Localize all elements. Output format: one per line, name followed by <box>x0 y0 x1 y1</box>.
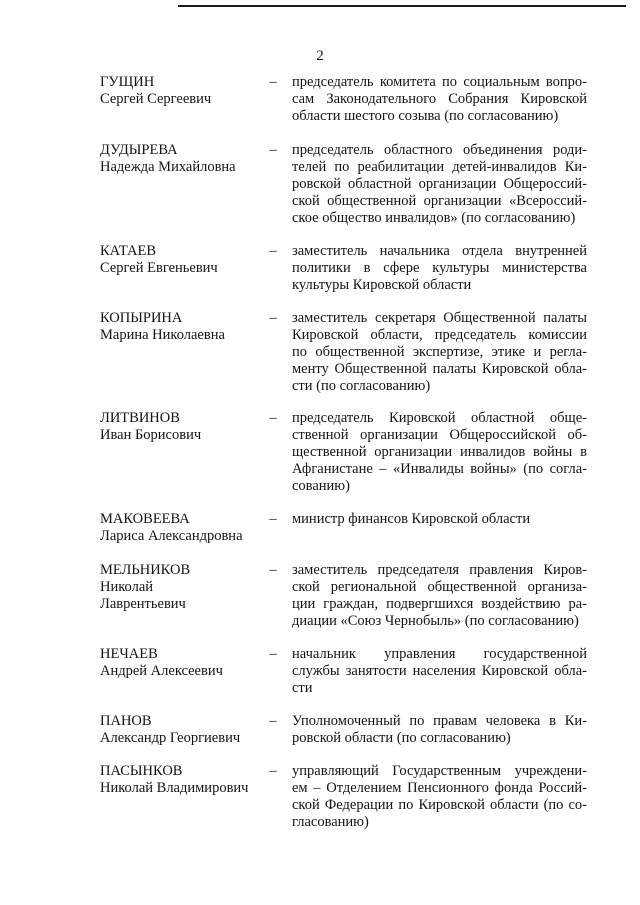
position-line: заместитель секретаря Общественной палаты <box>292 310 587 326</box>
member-name <box>100 763 270 797</box>
member-position <box>292 74 587 125</box>
position-line: Уполномоченный по правам человека в Ки- <box>292 713 587 729</box>
position-line: председатель комитета по социальным вопро- <box>292 74 587 90</box>
member-surname: МЕЛЬНИКОВ <box>100 562 191 578</box>
member-position <box>292 142 587 227</box>
position-line: щественной организации инвалидов войны в <box>292 444 587 460</box>
member-position <box>292 410 587 495</box>
position-line: ственной организации Общероссийской об- <box>292 427 587 443</box>
member-surname: МАКОВЕЕВА <box>100 511 190 527</box>
member-given-name: Марина Николаевна <box>100 327 225 343</box>
position-line: заместитель председателя правления Киров- <box>292 562 587 578</box>
member-given-name: Надежда Михайловна <box>100 159 236 175</box>
member-position <box>292 243 587 294</box>
position-line: сованию) <box>292 478 350 494</box>
member-name <box>100 74 270 108</box>
member-given-name: Андрей Алексеевич <box>100 663 223 679</box>
position-line: области шестого созыва (по согласованию) <box>292 108 559 124</box>
separator-dash: – <box>269 243 277 259</box>
member-position <box>292 310 587 395</box>
member-given-name: Александр Георгиевич <box>100 730 241 746</box>
separator-dash: – <box>269 646 277 662</box>
member-surname: КОПЫРИНА <box>100 310 183 326</box>
member-surname: ДУДЫРЕВА <box>100 142 178 158</box>
position-line: диации «Союз Чернобыль» (по согласованию) <box>292 613 579 629</box>
position-line: по общественной экспертизе, этике и регла- <box>292 344 587 360</box>
separator-dash: – <box>269 511 277 527</box>
position-line: сам Законодательного Собрания Кировской <box>292 91 587 107</box>
member-position <box>292 713 587 747</box>
position-line: управляющий Государственным учреждени- <box>292 763 587 779</box>
member-patronymic: Лаврентьевич <box>100 596 186 612</box>
position-line: Кировской области, председатель комиссии <box>292 327 587 343</box>
member-name <box>100 142 270 176</box>
member-position <box>292 562 587 630</box>
member-position <box>292 511 587 528</box>
member-given-name: Николай <box>100 579 154 595</box>
position-line: председатель областного объединения роди- <box>292 142 587 158</box>
member-surname: КАТАЕВ <box>100 243 157 259</box>
member-name <box>100 410 270 444</box>
member-position <box>292 646 587 697</box>
member-given-name: Иван Борисович <box>100 427 202 443</box>
position-line: Афганистане – «Инвалиды войны» (по согла- <box>292 461 587 477</box>
position-line: ской региональной общественной организа- <box>292 579 587 595</box>
position-line: менту Общественной палаты Кировской обла- <box>292 361 587 377</box>
position-line: ем – Отделением Пенсионного фонда Россий- <box>292 780 587 796</box>
member-given-name: Сергей Евгеньевич <box>100 260 218 276</box>
position-line: заместитель начальника отдела внутренней <box>292 243 587 259</box>
member-position <box>292 763 587 831</box>
position-line: сти <box>292 680 313 696</box>
separator-dash: – <box>269 763 277 779</box>
position-line: политики в сфере культуры министерства <box>292 260 587 276</box>
member-name <box>100 562 270 613</box>
member-name <box>100 511 270 545</box>
separator-dash: – <box>269 410 277 426</box>
separator-dash: – <box>269 562 277 578</box>
member-surname: ГУЩИН <box>100 74 155 90</box>
member-surname: НЕЧАЕВ <box>100 646 158 662</box>
member-name <box>100 310 270 344</box>
member-surname: ЛИТВИНОВ <box>100 410 180 426</box>
member-surname: ПАСЫНКОВ <box>100 763 183 779</box>
top-rule <box>178 5 626 7</box>
position-line: ровской областной организации Общероссий- <box>292 176 587 192</box>
member-given-name: Лариса Александровна <box>100 528 243 544</box>
position-line: гласованию) <box>292 814 369 830</box>
position-line: ской Федерации по Кировской области (по со- <box>292 797 587 813</box>
member-name <box>100 713 270 747</box>
position-line: ской общественной организации «Всероссий- <box>292 193 587 209</box>
member-name <box>100 243 270 277</box>
position-line: ское общество инвалидов» (по согласованию) <box>292 210 576 226</box>
page-number: 2 <box>316 48 324 64</box>
position-line: председатель Кировской областной обще- <box>292 410 587 426</box>
position-line: телей по реабилитации детей-инвалидов Ки- <box>292 159 587 175</box>
member-given-name: Сергей Сергеевич <box>100 91 212 107</box>
position-line: культуры Кировской области <box>292 277 472 293</box>
separator-dash: – <box>269 713 277 729</box>
position-line: сти (по согласованию) <box>292 378 431 394</box>
separator-dash: – <box>269 74 277 90</box>
position-line: министр финансов Кировской области <box>292 511 531 527</box>
member-surname: ПАНОВ <box>100 713 152 729</box>
position-line: службы занятости населения Кировской обла- <box>292 663 587 679</box>
member-given-name: Николай Владимирович <box>100 780 249 796</box>
position-line: ровской области (по согласованию) <box>292 730 511 746</box>
separator-dash: – <box>269 310 277 326</box>
separator-dash: – <box>269 142 277 158</box>
position-line: начальник управления государственной <box>292 646 587 662</box>
member-name <box>100 646 270 680</box>
position-line: ции граждан, подвергшихся воздействию ра- <box>292 596 587 612</box>
